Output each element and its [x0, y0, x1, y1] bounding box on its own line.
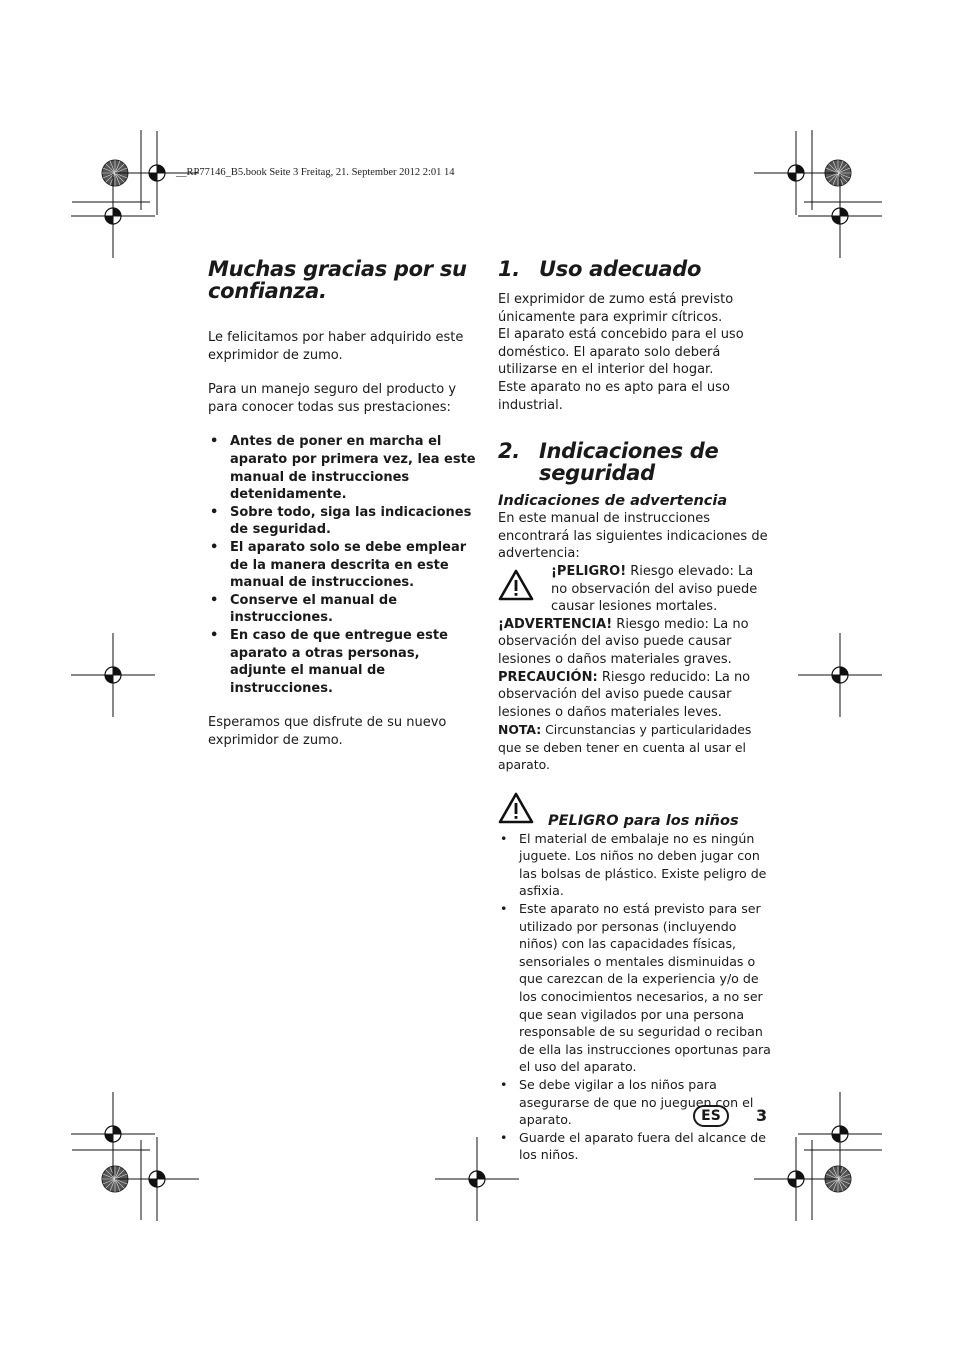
- children-danger-title: PELIGRO para los niños: [548, 812, 739, 829]
- safety-bullet-list: [208, 433, 480, 697]
- page-title: Muchas gracias por su confianza.: [208, 257, 467, 303]
- warnings-intro: En este manual de instrucciones encontrará las siguientes indicaciones de advertencia:: [498, 511, 768, 562]
- advertencia-text: ¡ADVERTENCIA! Riesgo medio: La no observación del aviso puede causar lesiones o daños materiales graves.: [498, 616, 749, 667]
- peligro-text: ¡PELIGRO! Riesgo elevado: La no observación del aviso puede causar lesiones mortales.: [551, 563, 758, 615]
- section-2-title: Indicaciones de seguridad: [539, 439, 719, 486]
- children-bullet-list: [498, 830, 772, 1164]
- section-1-paragraph: El exprimidor de zumo está previsto únicamente para exprimir cítricos.: [498, 292, 734, 325]
- print-info-line: __RP77146_B5.book Seite 3 Freitag, 21. September 2012 2:01 14: [176, 167, 455, 178]
- section-1-paragraph: El aparato está concebido para el uso doméstico. El aparato solo deberá utilizarse en el interior del hogar.: [498, 327, 744, 378]
- page-number: 3: [756, 1106, 768, 1125]
- warning-triangle-icon: [498, 792, 534, 824]
- left-column: [208, 258, 480, 749]
- section-1-title: Uso adecuado: [539, 257, 702, 281]
- warning-triangle-icon: [498, 569, 534, 601]
- section-1-paragraph: Este aparato no es apto para el uso industrial.: [498, 379, 730, 413]
- intro-paragraph: Le felicitamos por haber adquirido este exprimidor de zumo.: [208, 330, 464, 363]
- peligro-warning: [498, 563, 772, 616]
- list-item: • El material de embalaje no es ningún juguete. Los niños no deben jugar con las bolsas de plástico. Existe peligro de asfixia.: [498, 830, 772, 900]
- list-item: • Sobre todo, siga las indicaciones de seguridad.: [208, 504, 480, 539]
- warnings-subheading: Indicaciones de advertencia: [498, 493, 728, 510]
- section-2-number: 2.: [498, 439, 520, 464]
- section-1-heading: [498, 258, 772, 280]
- list-item: • El aparato solo se debe emplear de la manera descrita en este manual de instrucciones.: [208, 539, 480, 592]
- list-item: • Antes de poner en marcha el aparato por primera vez, lea este manual de instrucciones detenidamente.: [208, 433, 480, 503]
- precaucion-text: PRECAUCIÓN: Riesgo reducido: La no observación del aviso puede causar lesiones o daños materiales leves.: [498, 669, 751, 720]
- section-1-number: 1.: [498, 257, 520, 281]
- list-item: • Se debe vigilar a los niños para asegurarse de que no jueguen con el aparato.: [498, 1076, 772, 1129]
- right-column: [498, 258, 772, 1164]
- list-item: • Guarde el aparato fuera del alcance de los niños.: [498, 1129, 772, 1164]
- language-badge: ES: [693, 1105, 729, 1127]
- list-item: • Conserve el manual de instrucciones.: [208, 592, 480, 627]
- section-2-heading: [498, 440, 772, 484]
- closing-paragraph: Esperamos que disfrute de su nuevo exprimidor de zumo.: [208, 715, 447, 748]
- list-item: • Este aparato no está previsto para ser utilizado por personas (incluyendo niños) con las capacidades físicas, sensoriales o mentales disminuidas o que carezcan de la experiencia y/o de los conocimientos necesarios, a no ser que sean vigilados por una persona responsable de su seguridad o reciban de ella las instrucciones oportunas para el uso del aparato.: [498, 900, 772, 1076]
- list-item: • En caso de que entregue este aparato a otras personas, adjunte el manual de instrucciones.: [208, 627, 480, 697]
- children-danger-heading: [498, 792, 772, 830]
- nota-text: NOTA: Circunstancias y particularidades que se deben tener en cuenta al usar el aparato.: [498, 722, 752, 773]
- lead-paragraph: Para un manejo seguro del producto y para conocer todas sus prestaciones:: [208, 382, 457, 415]
